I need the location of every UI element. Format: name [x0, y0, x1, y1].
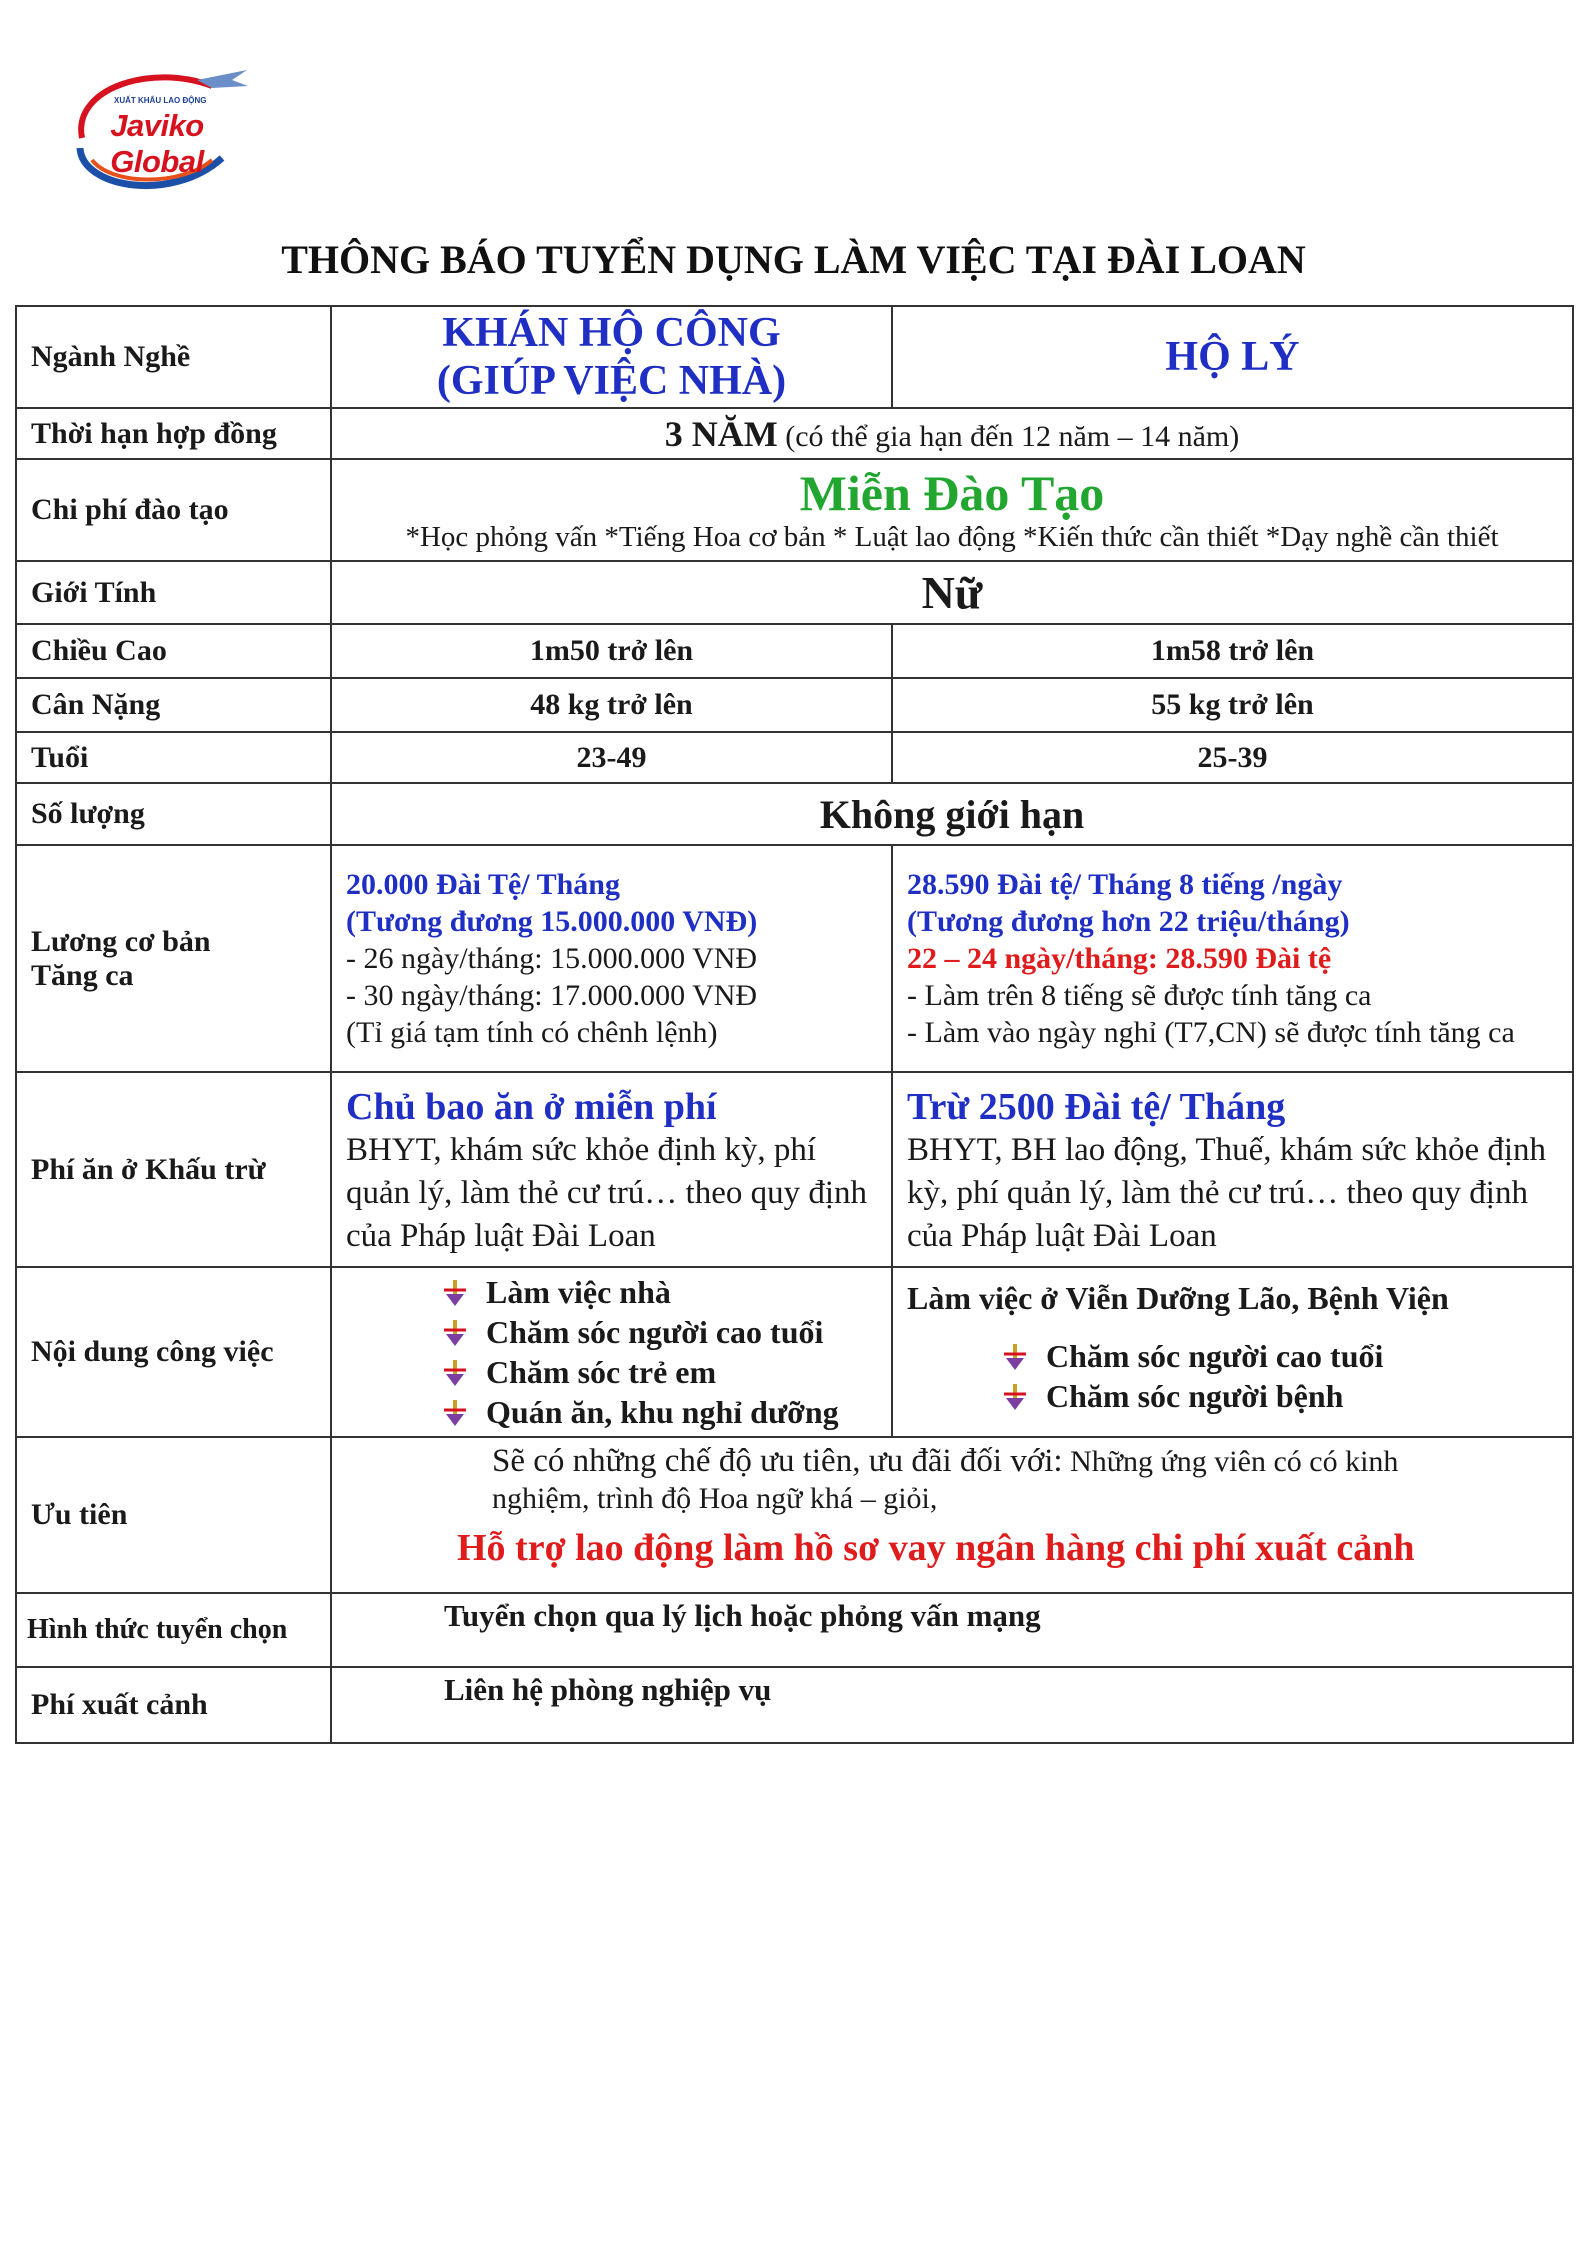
row-label: Lương cơ bản Tăng ca [16, 845, 331, 1072]
list-item-text: Chăm sóc người bệnh [1046, 1378, 1344, 1414]
bullet-arrow-icon [442, 1397, 468, 1427]
row-quantity [16, 783, 1573, 845]
company-logo [62, 68, 252, 196]
row-label: Hình thức tuyển chọn [16, 1593, 331, 1667]
list-item [442, 1392, 891, 1432]
bullet-arrow-icon [442, 1357, 468, 1387]
list-item-text: Chăm sóc người cao tuổi [486, 1314, 824, 1350]
job-content-col2: Làm việc ở Viễn Dưỡng Lão, Bệnh Viện Chăm sóc người cao tuổi Chăm sóc người bệnh [892, 1267, 1573, 1437]
job-content-list [442, 1272, 891, 1432]
bullet-arrow-icon [1002, 1381, 1028, 1411]
exit-fee-value: Liên hệ phòng nghiệp vụ [331, 1667, 1573, 1743]
row-job-content [16, 1267, 1573, 1437]
weight-col1: 48 kg trở lên [331, 678, 892, 732]
row-contract-term [16, 408, 1573, 459]
list-item-text: Làm việc nhà [486, 1274, 671, 1310]
row-label: Ưu tiên [16, 1437, 331, 1593]
list-item [442, 1312, 891, 1352]
row-label: Phí xuất cảnh [16, 1667, 331, 1743]
row-label: Nội dung công việc [16, 1267, 331, 1437]
page-title: THÔNG BÁO TUYỂN DỤNG LÀM VIỆC TẠI ĐÀI LOAN [281, 237, 1306, 282]
row-label: Chiều Cao [16, 624, 331, 678]
row-exit-fee [16, 1667, 1573, 1743]
living-fees-col1: Chủ bao ăn ở miễn phí BHYT, khám sức khỏe định kỳ, phí quản lý, làm thẻ cư trú… theo quy định của Pháp luật Đài Loan [331, 1072, 892, 1267]
row-selection-method [16, 1593, 1573, 1667]
row-label: Phí ăn ở Khấu trừ [16, 1072, 331, 1267]
quantity-value: Không giới hạn [331, 783, 1573, 845]
row-label: Chi phí đào tạo [16, 459, 331, 561]
row-label: Thời hạn hợp đồng [16, 408, 331, 459]
row-salary [16, 845, 1573, 1072]
row-age [16, 732, 1573, 783]
salary-col1: 20.000 Đài Tệ/ Tháng (Tương đương 15.000.000 VNĐ) - 26 ngày/tháng: 15.000.000 VNĐ - 30 ngày/tháng: 17.000.000 VNĐ (Tỉ giá tạm tính có chênh lệnh) [331, 845, 892, 1072]
list-item-text: Chăm sóc người cao tuổi [1046, 1338, 1384, 1374]
height-col1: 1m50 trở lên [331, 624, 892, 678]
contract-term-value: 3 NĂM (có thể gia hạn đến 12 năm – 14 năm) [331, 408, 1573, 459]
row-label: Cân Nặng [16, 678, 331, 732]
job-content-list [907, 1336, 1558, 1416]
weight-col2: 55 kg trở lên [892, 678, 1573, 732]
list-item [442, 1352, 891, 1392]
logo-brand-text: Javiko Global [110, 108, 204, 179]
row-height [16, 624, 1573, 678]
list-item [1002, 1376, 1558, 1416]
row-training-cost [16, 459, 1573, 561]
selection-method-value: Tuyển chọn qua lý lịch hoặc phỏng vấn mạng [331, 1593, 1573, 1667]
salary-col2: 28.590 Đài tệ/ Tháng 8 tiếng /ngày (Tương đương hơn 22 triệu/tháng) 22 – 24 ngày/tháng: 28.590 Đài tệ - Làm trên 8 tiếng sẽ được tính tăng ca - Làm vào ngày nghỉ (T7,CN) sẽ được tính tăng ca [892, 845, 1573, 1072]
row-priority [16, 1437, 1573, 1593]
logo-tagline: XUẤT KHẨU LAO ĐỘNG [114, 96, 207, 105]
priority-highlight: Hỗ trợ lao động làm hồ sơ vay ngân hàng chi phí xuất cảnh [457, 1527, 1415, 1569]
row-gender [16, 561, 1573, 624]
height-col2: 1m58 trở lên [892, 624, 1573, 678]
job-content-col1 [331, 1267, 892, 1437]
priority-value: Sẽ có những chế độ ưu tiên, ưu đãi đối với: Những ứng viên có có kinh nghiệm, trình độ Hoa ngữ khá – giỏi, Hỗ trợ lao động làm hồ sơ vay ngân hàng chi phí xuất cảnh [331, 1437, 1573, 1593]
row-weight [16, 678, 1573, 732]
recruitment-table [15, 305, 1572, 1744]
gender-value: Nữ [331, 561, 1573, 624]
age-col1: 23-49 [331, 732, 892, 783]
row-label: Ngành Nghề [16, 306, 331, 408]
bullet-arrow-icon [442, 1277, 468, 1307]
row-living-fees [16, 1072, 1573, 1267]
list-item [442, 1272, 891, 1312]
row-label: Tuổi [16, 732, 331, 783]
row-label: Số lượng [16, 783, 331, 845]
bullet-arrow-icon [442, 1317, 468, 1347]
bullet-arrow-icon [1002, 1341, 1028, 1371]
list-item-text: Quán ăn, khu nghỉ dưỡng [486, 1394, 839, 1430]
list-item [1002, 1336, 1558, 1376]
age-col2: 25-39 [892, 732, 1573, 783]
occupation-caregiver: KHÁN HỘ CÔNG (GIÚP VIỆC NHÀ) [331, 306, 892, 408]
training-cost-value: Miễn Đào Tạo *Học phỏng vấn *Tiếng Hoa cơ bản * Luật lao động *Kiến thức cần thiết *Dạy nghề cần thiết [331, 459, 1573, 561]
list-item-text: Chăm sóc trẻ em [486, 1354, 717, 1390]
row-label: Giới Tính [16, 561, 331, 624]
living-fees-col2: Trừ 2500 Đài tệ/ Tháng BHYT, BH lao động, Thuế, khám sức khỏe định kỳ, phí quản lý, làm thẻ cư trú… theo quy định của Pháp luật Đài Loan [892, 1072, 1573, 1267]
row-occupation [16, 306, 1573, 408]
occupation-nurse-aide: HỘ LÝ [892, 306, 1573, 408]
